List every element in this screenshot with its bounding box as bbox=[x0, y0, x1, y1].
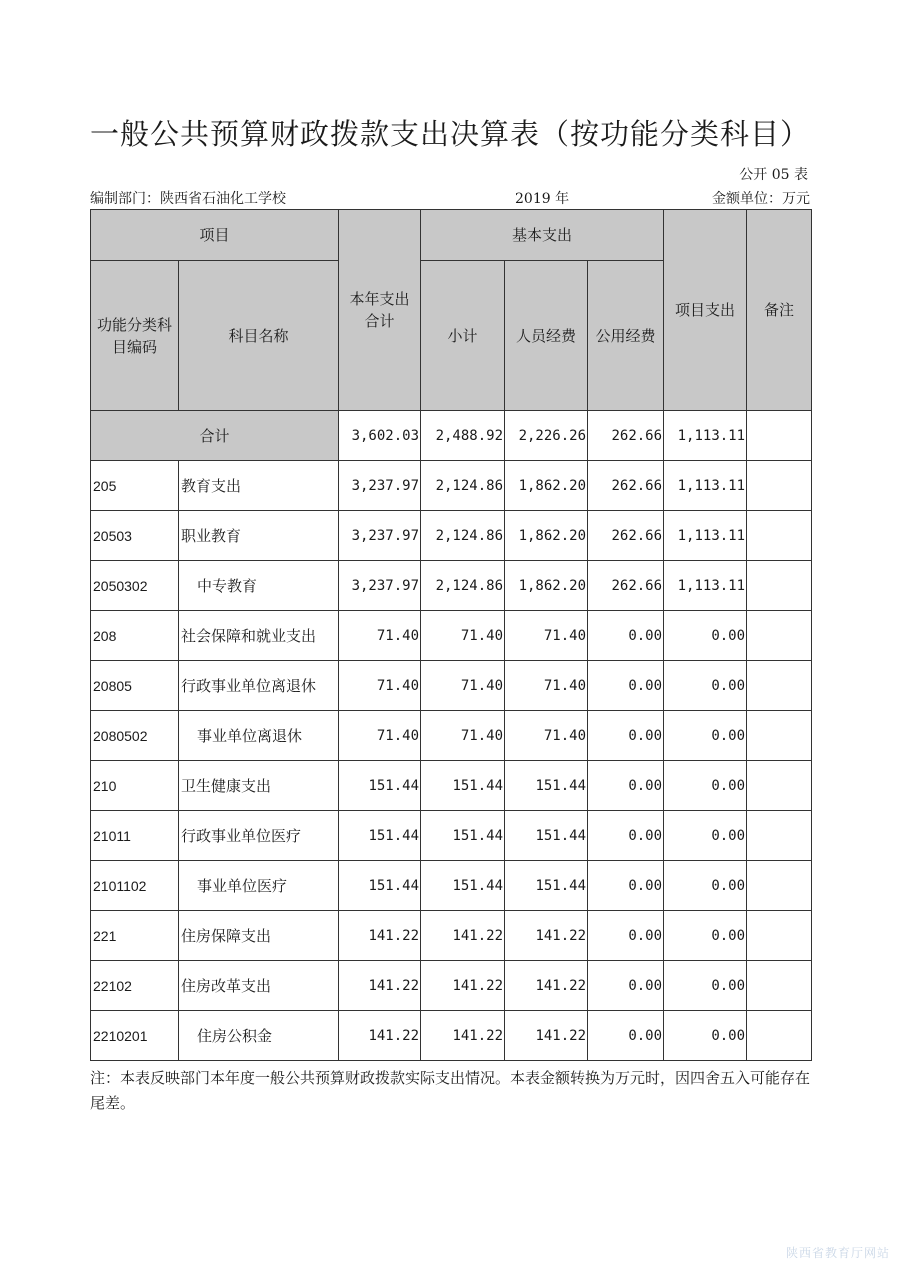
page-title: 一般公共预算财政拨款支出决算表（按功能分类科目） bbox=[89, 117, 810, 151]
public-cell: 262.66 bbox=[588, 511, 664, 561]
unit-label: 金额单位：万元 bbox=[712, 191, 810, 207]
subtotal-cell: 141.22 bbox=[421, 1011, 505, 1061]
code-cell: 20503 bbox=[91, 511, 179, 561]
project-cell: 0.00 bbox=[664, 911, 747, 961]
total-cell: 71.40 bbox=[339, 661, 421, 711]
table-row bbox=[91, 461, 812, 511]
remark-cell bbox=[747, 861, 812, 911]
public-cell: 262.66 bbox=[588, 561, 664, 611]
code-cell: 2050302 bbox=[91, 561, 179, 611]
table-row bbox=[91, 761, 812, 811]
name-cell: 事业单位离退休 bbox=[179, 711, 339, 761]
subtotal-cell: 151.44 bbox=[421, 761, 505, 811]
name-cell: 社会保障和就业支出 bbox=[179, 611, 339, 661]
public-cell: 0.00 bbox=[588, 811, 664, 861]
project-cell: 1,113.11 bbox=[664, 561, 747, 611]
remark-cell bbox=[747, 411, 812, 461]
public-cell: 262.66 bbox=[588, 411, 664, 461]
header-project: 项目支出 bbox=[664, 210, 747, 411]
personnel-cell: 141.22 bbox=[505, 1011, 588, 1061]
public-cell: 0.00 bbox=[588, 661, 664, 711]
table-row bbox=[91, 911, 812, 961]
remark-cell bbox=[747, 1011, 812, 1061]
public-cell: 0.00 bbox=[588, 961, 664, 1011]
table-row bbox=[91, 861, 812, 911]
code-cell: 20805 bbox=[91, 661, 179, 711]
header-item: 项目 bbox=[91, 210, 339, 261]
name-cell: 行政事业单位离退休 bbox=[179, 661, 339, 711]
name-cell: 职业教育 bbox=[179, 511, 339, 561]
public-cell: 0.00 bbox=[588, 611, 664, 661]
project-cell: 0.00 bbox=[664, 961, 747, 1011]
table-row bbox=[91, 711, 812, 761]
table-row bbox=[91, 661, 812, 711]
remark-cell bbox=[747, 961, 812, 1011]
subtotal-cell: 71.40 bbox=[421, 611, 505, 661]
public-cell: 0.00 bbox=[588, 1011, 664, 1061]
personnel-cell: 1,862.20 bbox=[505, 561, 588, 611]
name-cell: 卫生健康支出 bbox=[179, 761, 339, 811]
name-cell: 住房公积金 bbox=[179, 1011, 339, 1061]
code-cell: 221 bbox=[91, 911, 179, 961]
remark-cell bbox=[747, 611, 812, 661]
watermark: 陕西省教育厅网站 bbox=[785, 1246, 890, 1260]
table-row bbox=[91, 611, 812, 661]
personnel-cell: 1,862.20 bbox=[505, 461, 588, 511]
name-cell: 中专教育 bbox=[179, 561, 339, 611]
footnote: 注：本表反映部门本年度一般公共预算财政拨款实际支出情况。本表金额转换为万元时，因四舍五入可能存在尾差。 bbox=[90, 1069, 811, 1112]
header-code-text: 功能分类科目编码 bbox=[96, 315, 172, 356]
remark-cell bbox=[747, 561, 812, 611]
table-row bbox=[91, 811, 812, 861]
project-cell: 1,113.11 bbox=[664, 461, 747, 511]
total-cell: 141.22 bbox=[339, 911, 421, 961]
project-cell: 0.00 bbox=[664, 1011, 747, 1061]
total-cell: 71.40 bbox=[339, 711, 421, 761]
header-name: 科目名称 bbox=[179, 261, 339, 411]
project-cell: 0.00 bbox=[664, 611, 747, 661]
subtotal-cell: 151.44 bbox=[421, 811, 505, 861]
personnel-cell: 2,226.26 bbox=[505, 411, 588, 461]
project-cell: 1,113.11 bbox=[664, 511, 747, 561]
name-cell: 行政事业单位医疗 bbox=[179, 811, 339, 861]
name-cell: 事业单位医疗 bbox=[179, 861, 339, 911]
project-cell: 0.00 bbox=[664, 711, 747, 761]
project-cell: 0.00 bbox=[664, 761, 747, 811]
code-cell: 208 bbox=[91, 611, 179, 661]
total-row bbox=[91, 411, 812, 461]
total-label: 合计 bbox=[91, 411, 339, 461]
subtotal-cell: 2,124.86 bbox=[421, 511, 505, 561]
code-cell: 210 bbox=[91, 761, 179, 811]
personnel-cell: 71.40 bbox=[505, 711, 588, 761]
subtotal-cell: 141.22 bbox=[421, 911, 505, 961]
project-cell: 0.00 bbox=[664, 661, 747, 711]
total-cell: 3,237.97 bbox=[339, 561, 421, 611]
remark-cell bbox=[747, 711, 812, 761]
total-cell: 3,237.97 bbox=[339, 511, 421, 561]
total-cell: 151.44 bbox=[339, 861, 421, 911]
total-cell: 151.44 bbox=[339, 811, 421, 861]
personnel-cell: 1,862.20 bbox=[505, 511, 588, 561]
project-cell: 1,113.11 bbox=[664, 411, 747, 461]
code-cell: 2080502 bbox=[91, 711, 179, 761]
name-cell: 教育支出 bbox=[179, 461, 339, 511]
personnel-cell: 151.44 bbox=[505, 861, 588, 911]
personnel-cell: 151.44 bbox=[505, 811, 588, 861]
remark-cell bbox=[747, 461, 812, 511]
remark-cell bbox=[747, 661, 812, 711]
project-cell: 0.00 bbox=[664, 861, 747, 911]
subtotal-cell: 2,124.86 bbox=[421, 461, 505, 511]
header-total bbox=[339, 210, 421, 411]
subtotal-cell: 141.22 bbox=[421, 961, 505, 1011]
code-cell: 205 bbox=[91, 461, 179, 511]
total-cell: 3,237.97 bbox=[339, 461, 421, 511]
public-cell: 0.00 bbox=[588, 761, 664, 811]
name-cell: 住房改革支出 bbox=[179, 961, 339, 1011]
subtotal-cell: 71.40 bbox=[421, 711, 505, 761]
total-cell: 141.22 bbox=[339, 961, 421, 1011]
code-cell: 22102 bbox=[91, 961, 179, 1011]
expenditure-table bbox=[90, 209, 812, 1061]
public-cell: 0.00 bbox=[588, 711, 664, 761]
code-cell: 2101102 bbox=[91, 861, 179, 911]
header-personnel: 人员经费 bbox=[505, 261, 588, 411]
table-row bbox=[91, 1011, 812, 1061]
personnel-cell: 71.40 bbox=[505, 611, 588, 661]
personnel-cell: 151.44 bbox=[505, 761, 588, 811]
subtotal-cell: 2,488.92 bbox=[421, 411, 505, 461]
table-row bbox=[91, 511, 812, 561]
public-cell: 0.00 bbox=[588, 861, 664, 911]
remark-cell bbox=[747, 811, 812, 861]
code-cell: 2210201 bbox=[91, 1011, 179, 1061]
name-cell: 住房保障支出 bbox=[179, 911, 339, 961]
subtotal-cell: 2,124.86 bbox=[421, 561, 505, 611]
header-basic: 基本支出 bbox=[421, 210, 664, 261]
remark-cell bbox=[747, 761, 812, 811]
personnel-cell: 71.40 bbox=[505, 661, 588, 711]
header-remark: 备注 bbox=[747, 210, 812, 411]
remark-cell bbox=[747, 511, 812, 561]
total-cell: 151.44 bbox=[339, 761, 421, 811]
total-cell: 141.22 bbox=[339, 1011, 421, 1061]
department-label: 编制部门：陕西省石油化工学校 bbox=[90, 191, 286, 207]
table-row bbox=[91, 561, 812, 611]
header-total-text: 本年支出合计 bbox=[349, 290, 410, 330]
code-cell: 21011 bbox=[91, 811, 179, 861]
total-cell: 3,602.03 bbox=[339, 411, 421, 461]
personnel-cell: 141.22 bbox=[505, 961, 588, 1011]
subtotal-cell: 71.40 bbox=[421, 661, 505, 711]
remark-cell bbox=[747, 911, 812, 961]
subtotal-cell: 151.44 bbox=[421, 861, 505, 911]
header-code bbox=[91, 261, 179, 411]
public-cell: 262.66 bbox=[588, 461, 664, 511]
personnel-cell: 141.22 bbox=[505, 911, 588, 961]
form-code: 公开 05 表 bbox=[739, 167, 808, 183]
public-cell: 0.00 bbox=[588, 911, 664, 961]
header-public: 公用经费 bbox=[588, 261, 664, 411]
year-label: 2019 年 bbox=[515, 191, 570, 207]
header-subtotal: 小计 bbox=[421, 261, 505, 411]
project-cell: 0.00 bbox=[664, 811, 747, 861]
total-cell: 71.40 bbox=[339, 611, 421, 661]
table-row bbox=[91, 961, 812, 1011]
